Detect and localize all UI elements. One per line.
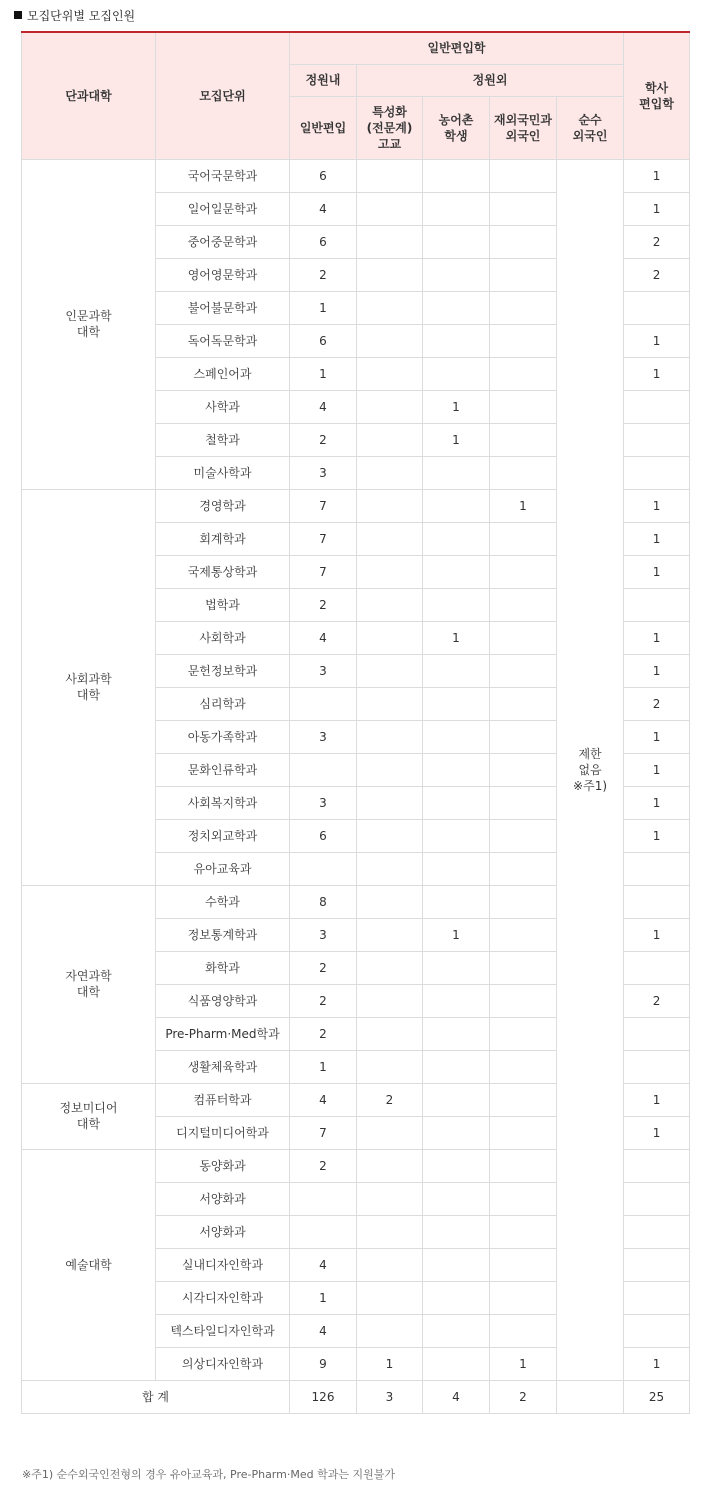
unit-cell: 동양화과 bbox=[156, 1149, 290, 1182]
total-overseas-cell: 2 bbox=[490, 1380, 557, 1413]
total-specialized-cell: 3 bbox=[357, 1380, 423, 1413]
unit-cell: 미술사학과 bbox=[156, 456, 290, 489]
specialized-cell bbox=[357, 654, 423, 687]
rural-cell bbox=[423, 1347, 490, 1380]
overseas-cell bbox=[490, 1248, 557, 1281]
specialized-cell bbox=[357, 984, 423, 1017]
overseas-cell bbox=[490, 885, 557, 918]
general-cell: 3 bbox=[290, 456, 357, 489]
general-cell bbox=[290, 1182, 357, 1215]
specialized-cell bbox=[357, 1281, 423, 1314]
header-general: 일반편입 bbox=[290, 96, 357, 159]
specialized-cell: 2 bbox=[357, 1083, 423, 1116]
rural-cell bbox=[423, 654, 490, 687]
unit-cell: 사회복지학과 bbox=[156, 786, 290, 819]
specialized-cell bbox=[357, 1116, 423, 1149]
general-cell: 1 bbox=[290, 357, 357, 390]
general-cell bbox=[290, 687, 357, 720]
bachelor-cell: 1 bbox=[624, 555, 690, 588]
overseas-cell bbox=[490, 1314, 557, 1347]
rural-cell bbox=[423, 588, 490, 621]
bachelor-cell bbox=[624, 1050, 690, 1083]
specialized-cell bbox=[357, 885, 423, 918]
unit-cell: 컴퓨터학과 bbox=[156, 1083, 290, 1116]
rural-cell bbox=[423, 819, 490, 852]
unit-cell: 유아교육과 bbox=[156, 852, 290, 885]
general-cell: 9 bbox=[290, 1347, 357, 1380]
specialized-cell bbox=[357, 588, 423, 621]
rural-cell bbox=[423, 1182, 490, 1215]
specialized-cell bbox=[357, 291, 423, 324]
rural-cell bbox=[423, 324, 490, 357]
header-outside-quota: 정원외 bbox=[357, 64, 624, 96]
specialized-cell bbox=[357, 819, 423, 852]
unit-cell: 스페인어과 bbox=[156, 357, 290, 390]
unit-cell: 수학과 bbox=[156, 885, 290, 918]
bachelor-cell bbox=[624, 1149, 690, 1182]
total-general-cell: 126 bbox=[290, 1380, 357, 1413]
overseas-cell bbox=[490, 522, 557, 555]
specialized-cell: 1 bbox=[357, 1347, 423, 1380]
header-rural: 농어촌 학생 bbox=[423, 96, 490, 159]
specialized-cell bbox=[357, 951, 423, 984]
rural-cell bbox=[423, 786, 490, 819]
specialized-cell bbox=[357, 522, 423, 555]
rural-cell bbox=[423, 1215, 490, 1248]
general-cell: 6 bbox=[290, 819, 357, 852]
unit-cell: 국제통상학과 bbox=[156, 555, 290, 588]
bachelor-cell: 2 bbox=[624, 258, 690, 291]
general-cell: 2 bbox=[290, 984, 357, 1017]
general-cell: 7 bbox=[290, 1116, 357, 1149]
bachelor-cell bbox=[624, 1017, 690, 1050]
unit-cell: 정보통계학과 bbox=[156, 918, 290, 951]
pure-foreigner-limit-cell: 제한 없음 ※주1) bbox=[557, 159, 624, 1380]
unit-cell: 화학과 bbox=[156, 951, 290, 984]
rural-cell bbox=[423, 159, 490, 192]
bachelor-cell: 2 bbox=[624, 984, 690, 1017]
unit-cell: 철학과 bbox=[156, 423, 290, 456]
general-cell: 1 bbox=[290, 1281, 357, 1314]
general-cell: 4 bbox=[290, 192, 357, 225]
rural-cell bbox=[423, 852, 490, 885]
general-cell: 2 bbox=[290, 423, 357, 456]
overseas-cell bbox=[490, 1281, 557, 1314]
rural-cell bbox=[423, 258, 490, 291]
header-pure-foreigner: 순수 외국인 bbox=[557, 96, 624, 159]
rural-cell bbox=[423, 1083, 490, 1116]
table-body bbox=[22, 159, 690, 1413]
unit-cell: 문헌정보학과 bbox=[156, 654, 290, 687]
section-title-text: 모집단위별 모집인원 bbox=[27, 9, 136, 23]
rural-cell bbox=[423, 720, 490, 753]
total-row bbox=[22, 1380, 690, 1413]
bachelor-cell bbox=[624, 951, 690, 984]
section-title bbox=[14, 7, 135, 24]
table-row bbox=[22, 159, 690, 192]
bachelor-cell bbox=[624, 423, 690, 456]
specialized-cell bbox=[357, 423, 423, 456]
general-cell: 4 bbox=[290, 1314, 357, 1347]
rural-cell: 1 bbox=[423, 621, 490, 654]
bachelor-cell: 2 bbox=[624, 687, 690, 720]
overseas-cell bbox=[490, 720, 557, 753]
bachelor-cell: 1 bbox=[624, 489, 690, 522]
unit-cell: 사회학과 bbox=[156, 621, 290, 654]
total-bachelor-cell: 25 bbox=[624, 1380, 690, 1413]
unit-cell: 디지털미디어학과 bbox=[156, 1116, 290, 1149]
header-bachelor: 학사 편입학 bbox=[624, 32, 690, 159]
unit-cell: 텍스타일디자인학과 bbox=[156, 1314, 290, 1347]
overseas-cell bbox=[490, 1149, 557, 1182]
total-label: 합 계 bbox=[22, 1380, 290, 1413]
bachelor-cell: 1 bbox=[624, 654, 690, 687]
bachelor-cell bbox=[624, 456, 690, 489]
rural-cell bbox=[423, 1017, 490, 1050]
bachelor-cell: 1 bbox=[624, 918, 690, 951]
unit-cell: 시각디자인학과 bbox=[156, 1281, 290, 1314]
header-specialized: 특성화 (전문계) 고교 bbox=[357, 96, 423, 159]
unit-cell: 정치외교학과 bbox=[156, 819, 290, 852]
unit-cell: 문화인류학과 bbox=[156, 753, 290, 786]
specialized-cell bbox=[357, 357, 423, 390]
general-cell: 4 bbox=[290, 390, 357, 423]
specialized-cell bbox=[357, 687, 423, 720]
unit-cell: 아동가족학과 bbox=[156, 720, 290, 753]
general-cell: 7 bbox=[290, 489, 357, 522]
general-cell: 6 bbox=[290, 324, 357, 357]
rural-cell bbox=[423, 357, 490, 390]
bachelor-cell bbox=[624, 390, 690, 423]
unit-cell: 불어불문학과 bbox=[156, 291, 290, 324]
general-cell: 1 bbox=[290, 291, 357, 324]
overseas-cell bbox=[490, 621, 557, 654]
unit-cell: 식품영양학과 bbox=[156, 984, 290, 1017]
bachelor-cell: 1 bbox=[624, 1083, 690, 1116]
general-cell: 7 bbox=[290, 522, 357, 555]
rural-cell bbox=[423, 753, 490, 786]
bachelor-cell bbox=[624, 1281, 690, 1314]
general-cell: 2 bbox=[290, 258, 357, 291]
bachelor-cell: 1 bbox=[624, 324, 690, 357]
general-cell: 3 bbox=[290, 786, 357, 819]
overseas-cell bbox=[490, 1050, 557, 1083]
overseas-cell bbox=[490, 1083, 557, 1116]
rural-cell bbox=[423, 885, 490, 918]
bachelor-cell bbox=[624, 1314, 690, 1347]
rural-cell bbox=[423, 291, 490, 324]
specialized-cell bbox=[357, 390, 423, 423]
specialized-cell bbox=[357, 456, 423, 489]
general-cell: 3 bbox=[290, 918, 357, 951]
unit-cell: 사학과 bbox=[156, 390, 290, 423]
unit-cell: 일어일문학과 bbox=[156, 192, 290, 225]
bachelor-cell: 1 bbox=[624, 720, 690, 753]
bachelor-cell: 1 bbox=[624, 621, 690, 654]
college-name: 사회과학 대학 bbox=[22, 489, 156, 885]
overseas-cell bbox=[490, 159, 557, 192]
college-name: 자연과학 대학 bbox=[22, 885, 156, 1083]
college-name: 정보미디어 대학 bbox=[22, 1083, 156, 1149]
general-cell: 7 bbox=[290, 555, 357, 588]
general-cell: 4 bbox=[290, 1248, 357, 1281]
unit-cell: 실내디자인학과 bbox=[156, 1248, 290, 1281]
unit-cell: 영어영문학과 bbox=[156, 258, 290, 291]
general-cell: 6 bbox=[290, 225, 357, 258]
specialized-cell bbox=[357, 1215, 423, 1248]
general-cell: 2 bbox=[290, 1017, 357, 1050]
total-rural-cell: 4 bbox=[423, 1380, 490, 1413]
rural-cell bbox=[423, 1314, 490, 1347]
rural-cell bbox=[423, 1050, 490, 1083]
bachelor-cell: 1 bbox=[624, 192, 690, 225]
unit-cell: 생활체육학과 bbox=[156, 1050, 290, 1083]
rural-cell bbox=[423, 489, 490, 522]
overseas-cell bbox=[490, 918, 557, 951]
rural-cell bbox=[423, 522, 490, 555]
recruitment-table bbox=[21, 31, 690, 1414]
overseas-cell bbox=[490, 291, 557, 324]
bachelor-cell: 1 bbox=[624, 522, 690, 555]
specialized-cell bbox=[357, 1149, 423, 1182]
unit-cell: 회계학과 bbox=[156, 522, 290, 555]
specialized-cell bbox=[357, 918, 423, 951]
bachelor-cell bbox=[624, 885, 690, 918]
specialized-cell bbox=[357, 159, 423, 192]
specialized-cell bbox=[357, 192, 423, 225]
overseas-cell bbox=[490, 1182, 557, 1215]
unit-cell: 서양화과 bbox=[156, 1182, 290, 1215]
general-cell: 1 bbox=[290, 1050, 357, 1083]
bachelor-cell: 1 bbox=[624, 786, 690, 819]
overseas-cell bbox=[490, 951, 557, 984]
overseas-cell: 1 bbox=[490, 1347, 557, 1380]
specialized-cell bbox=[357, 852, 423, 885]
total-pure-foreigner-cell bbox=[557, 1380, 624, 1413]
overseas-cell bbox=[490, 423, 557, 456]
bachelor-cell: 1 bbox=[624, 1116, 690, 1149]
overseas-cell bbox=[490, 588, 557, 621]
specialized-cell bbox=[357, 1017, 423, 1050]
general-cell: 3 bbox=[290, 654, 357, 687]
general-cell: 3 bbox=[290, 720, 357, 753]
overseas-cell bbox=[490, 258, 557, 291]
general-cell: 8 bbox=[290, 885, 357, 918]
rural-cell bbox=[423, 984, 490, 1017]
specialized-cell bbox=[357, 324, 423, 357]
rural-cell bbox=[423, 951, 490, 984]
rural-cell bbox=[423, 1248, 490, 1281]
overseas-cell bbox=[490, 555, 557, 588]
rural-cell: 1 bbox=[423, 423, 490, 456]
overseas-cell bbox=[490, 357, 557, 390]
bachelor-cell bbox=[624, 852, 690, 885]
overseas-cell bbox=[490, 324, 557, 357]
overseas-cell bbox=[490, 786, 557, 819]
specialized-cell bbox=[357, 225, 423, 258]
rural-cell bbox=[423, 555, 490, 588]
specialized-cell bbox=[357, 555, 423, 588]
footnote: ※주1) 순수외국인전형의 경우 유아교육과, Pre-Pharm·Med 학과는 지원불가 bbox=[22, 1468, 395, 1481]
specialized-cell bbox=[357, 1248, 423, 1281]
bachelor-cell: 1 bbox=[624, 357, 690, 390]
specialized-cell bbox=[357, 258, 423, 291]
rural-cell bbox=[423, 456, 490, 489]
general-cell: 4 bbox=[290, 1083, 357, 1116]
overseas-cell bbox=[490, 390, 557, 423]
specialized-cell bbox=[357, 720, 423, 753]
square-bullet-icon bbox=[14, 11, 22, 19]
rural-cell bbox=[423, 192, 490, 225]
general-cell: 4 bbox=[290, 621, 357, 654]
header-overseas: 재외국민과 외국인 bbox=[490, 96, 557, 159]
bachelor-cell: 1 bbox=[624, 819, 690, 852]
unit-cell: 독어독문학과 bbox=[156, 324, 290, 357]
general-cell: 6 bbox=[290, 159, 357, 192]
specialized-cell bbox=[357, 753, 423, 786]
unit-cell: 국어국문학과 bbox=[156, 159, 290, 192]
overseas-cell bbox=[490, 1215, 557, 1248]
rural-cell bbox=[423, 225, 490, 258]
overseas-cell: 1 bbox=[490, 489, 557, 522]
general-cell bbox=[290, 852, 357, 885]
overseas-cell bbox=[490, 192, 557, 225]
header-unit: 모집단위 bbox=[156, 32, 290, 159]
overseas-cell bbox=[490, 1017, 557, 1050]
overseas-cell bbox=[490, 1116, 557, 1149]
specialized-cell bbox=[357, 786, 423, 819]
unit-cell: Pre-Pharm·Med학과 bbox=[156, 1017, 290, 1050]
rural-cell bbox=[423, 687, 490, 720]
bachelor-cell bbox=[624, 1215, 690, 1248]
bachelor-cell bbox=[624, 588, 690, 621]
unit-cell: 중어중문학과 bbox=[156, 225, 290, 258]
specialized-cell bbox=[357, 1050, 423, 1083]
rural-cell: 1 bbox=[423, 390, 490, 423]
overseas-cell bbox=[490, 654, 557, 687]
specialized-cell bbox=[357, 489, 423, 522]
header-college: 단과대학 bbox=[22, 32, 156, 159]
general-cell bbox=[290, 1215, 357, 1248]
unit-cell: 의상디자인학과 bbox=[156, 1347, 290, 1380]
overseas-cell bbox=[490, 852, 557, 885]
specialized-cell bbox=[357, 1314, 423, 1347]
specialized-cell bbox=[357, 1182, 423, 1215]
overseas-cell bbox=[490, 456, 557, 489]
rural-cell bbox=[423, 1149, 490, 1182]
overseas-cell bbox=[490, 984, 557, 1017]
unit-cell: 심리학과 bbox=[156, 687, 290, 720]
college-name: 예술대학 bbox=[22, 1149, 156, 1380]
general-cell: 2 bbox=[290, 951, 357, 984]
overseas-cell bbox=[490, 819, 557, 852]
bachelor-cell bbox=[624, 1248, 690, 1281]
general-cell: 2 bbox=[290, 1149, 357, 1182]
general-cell: 2 bbox=[290, 588, 357, 621]
rural-cell bbox=[423, 1281, 490, 1314]
specialized-cell bbox=[357, 621, 423, 654]
unit-cell: 경영학과 bbox=[156, 489, 290, 522]
unit-cell: 서양화과 bbox=[156, 1215, 290, 1248]
overseas-cell bbox=[490, 225, 557, 258]
header-within-quota: 정원내 bbox=[290, 64, 357, 96]
header-general-transfer: 일반편입학 bbox=[290, 32, 624, 64]
bachelor-cell: 2 bbox=[624, 225, 690, 258]
college-name: 인문과학 대학 bbox=[22, 159, 156, 489]
bachelor-cell: 1 bbox=[624, 159, 690, 192]
bachelor-cell: 1 bbox=[624, 753, 690, 786]
rural-cell bbox=[423, 1116, 490, 1149]
general-cell bbox=[290, 753, 357, 786]
rural-cell: 1 bbox=[423, 918, 490, 951]
overseas-cell bbox=[490, 753, 557, 786]
bachelor-cell: 1 bbox=[624, 1347, 690, 1380]
bachelor-cell bbox=[624, 291, 690, 324]
overseas-cell bbox=[490, 687, 557, 720]
unit-cell: 법학과 bbox=[156, 588, 290, 621]
bachelor-cell bbox=[624, 1182, 690, 1215]
